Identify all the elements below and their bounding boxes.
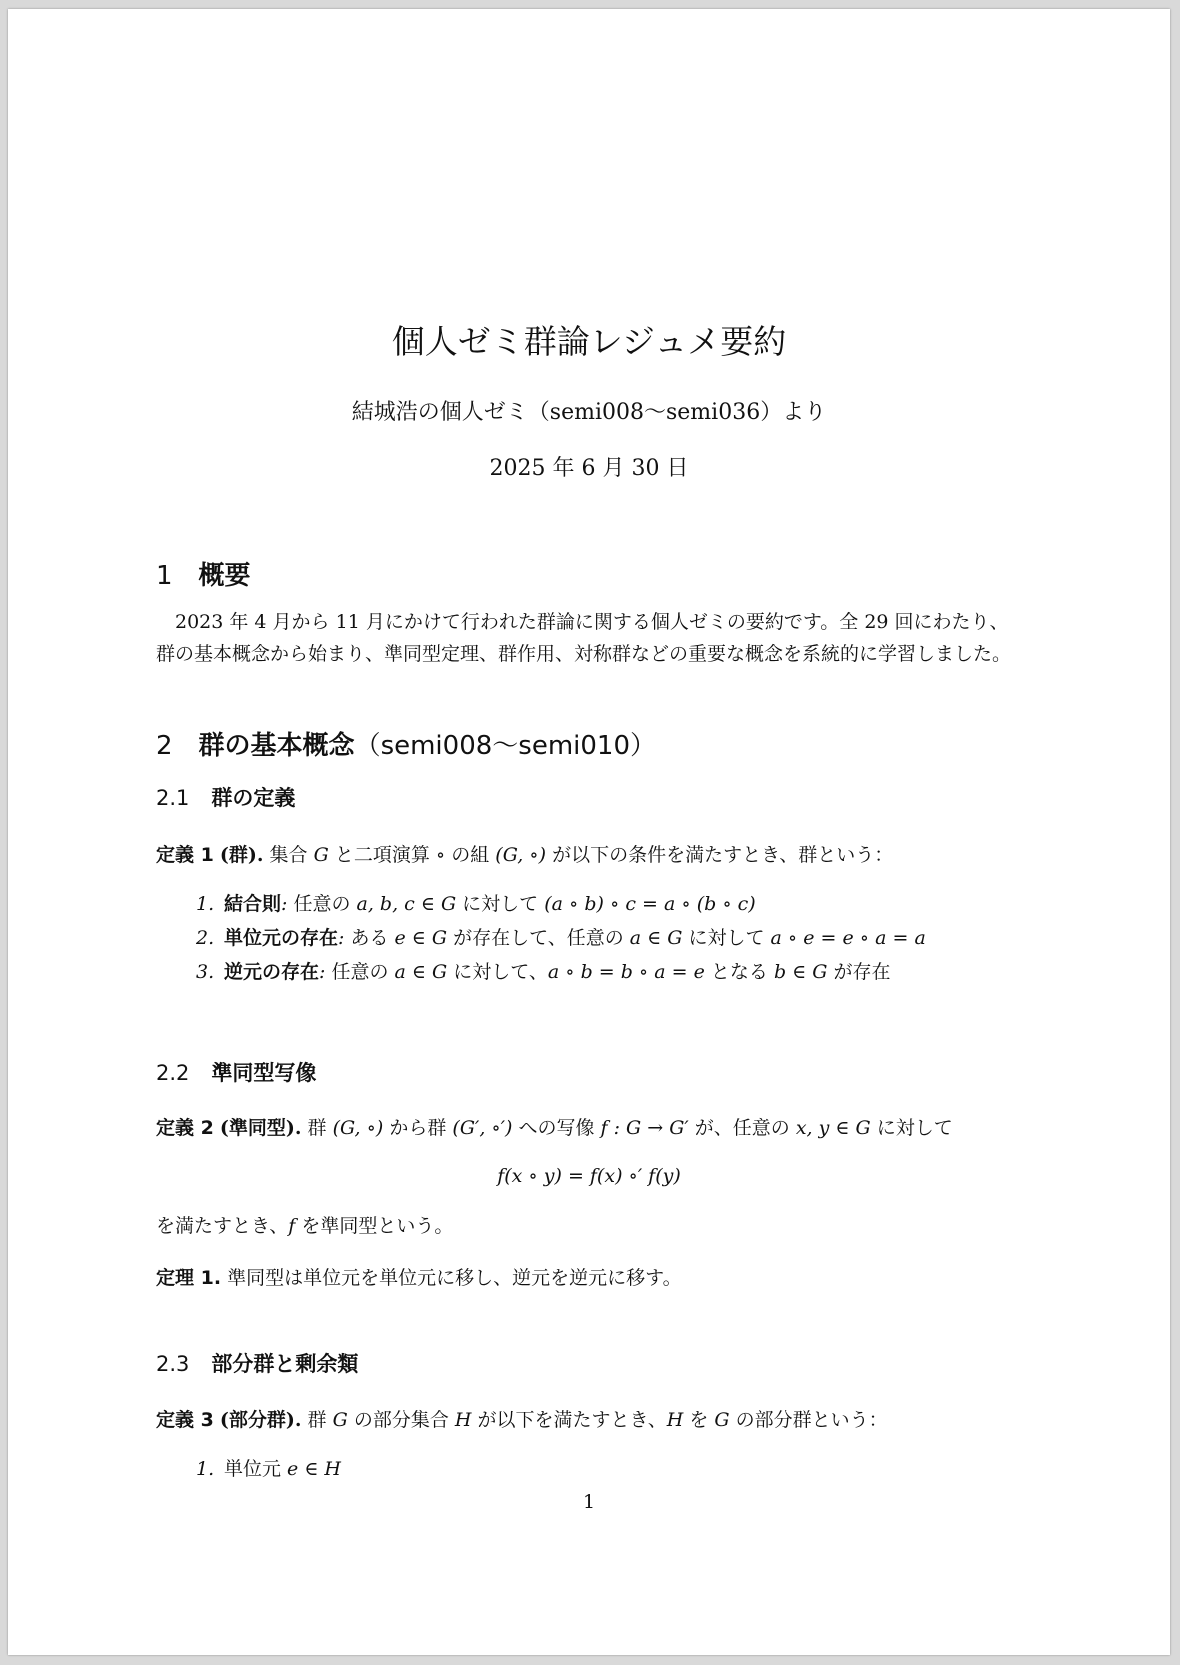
document-author: 結城浩の個人ゼミ（semi008〜semi036）より bbox=[351, 400, 827, 425]
math: a ∈ G bbox=[629, 927, 683, 949]
subsection-heading-subgroups bbox=[156, 1350, 358, 1378]
section-heading-overview bbox=[156, 559, 251, 593]
math: a, b, c ∈ G bbox=[356, 893, 457, 915]
list-item-colon: : bbox=[319, 961, 326, 983]
definition-text: 群 bbox=[301, 1409, 333, 1431]
subsection-title: 準同型写像 bbox=[211, 1061, 317, 1085]
definition-text: に対して bbox=[870, 1117, 953, 1139]
subsection-title: 部分群と剰余類 bbox=[211, 1352, 359, 1376]
math: (a ∘ b) ∘ c = a ∘ (b ∘ c) bbox=[544, 893, 756, 915]
math: x, y ∈ G bbox=[795, 1117, 871, 1139]
list-item-number: 1. bbox=[196, 1458, 215, 1480]
theorem-label: 定理 1. bbox=[156, 1267, 222, 1289]
definition-text: 群 bbox=[301, 1117, 333, 1139]
list-item-term: 結合則 bbox=[224, 893, 282, 915]
list-item bbox=[196, 925, 926, 951]
subsection-number: 2.2 bbox=[156, 1061, 190, 1085]
math: (G, ∘) bbox=[495, 844, 547, 866]
definition-label: 定義 1 bbox=[156, 844, 214, 866]
definition-text: を bbox=[683, 1409, 715, 1431]
math: (G′, ∘′) bbox=[452, 1117, 513, 1139]
math: f : G → G′ bbox=[600, 1117, 689, 1139]
definition-text: の組 bbox=[445, 844, 496, 866]
list-item-text: 単位元 bbox=[224, 1458, 288, 1480]
definition-text: が、任意の bbox=[688, 1117, 796, 1139]
definition-label: 定義 2 bbox=[156, 1117, 214, 1139]
definition-1 bbox=[156, 842, 893, 868]
definition-name: (部分群). bbox=[219, 1409, 302, 1431]
definition-text: の部分群という： bbox=[729, 1409, 888, 1431]
section-number: 1 bbox=[156, 561, 173, 591]
list-item-text: が存在 bbox=[827, 961, 891, 983]
homomorphism-equation: f(x ∘ y) = f(x) ∘′ f(y) bbox=[497, 1165, 681, 1187]
section-title-range: （semi008〜semi010） bbox=[354, 731, 657, 761]
paragraph-text: を満たすとき、 bbox=[156, 1215, 289, 1237]
definition-text: と二項演算 bbox=[328, 844, 436, 866]
list-item-number: 1. bbox=[196, 893, 215, 915]
theorem-text: 準同型は単位元を単位元に移し、逆元を逆元に移す。 bbox=[221, 1267, 682, 1289]
definition-text: の部分集合 bbox=[347, 1409, 455, 1431]
list-item-text: が存在して、任意の bbox=[447, 927, 630, 949]
subsection-number: 2.1 bbox=[156, 786, 190, 810]
subsection-title: 群の定義 bbox=[211, 786, 296, 810]
math: G bbox=[714, 1409, 730, 1431]
definition-3 bbox=[156, 1407, 888, 1433]
math: f bbox=[288, 1215, 296, 1237]
list-item-term: 逆元の存在 bbox=[224, 961, 320, 983]
list-item-colon: : bbox=[338, 927, 345, 949]
list-item-text: に対して bbox=[682, 927, 771, 949]
math: ∘ bbox=[435, 844, 446, 866]
math: a ∘ e = e ∘ a = a bbox=[770, 927, 926, 949]
list-item-text: 任意の bbox=[325, 961, 395, 983]
list-item bbox=[196, 1456, 341, 1482]
document-page bbox=[8, 9, 1170, 1655]
section-heading-basic-concepts bbox=[156, 729, 656, 763]
page-number: 1 bbox=[582, 1491, 596, 1513]
math: e ∈ G bbox=[394, 927, 448, 949]
section-title: 概要 bbox=[198, 561, 251, 591]
list-item-text: 任意の bbox=[287, 893, 357, 915]
list-item-colon: : bbox=[281, 893, 288, 915]
list-item-text: ある bbox=[344, 927, 395, 949]
definition-label: 定義 3 bbox=[156, 1409, 214, 1431]
section-number: 2 bbox=[156, 731, 173, 761]
list-item bbox=[196, 891, 756, 917]
list-item-text: に対して、 bbox=[447, 961, 548, 983]
math: a ∈ G bbox=[394, 961, 448, 983]
definition-2 bbox=[156, 1115, 953, 1141]
math: G bbox=[313, 844, 329, 866]
math: (G, ∘) bbox=[332, 1117, 384, 1139]
paragraph-text: を準同型という。 bbox=[295, 1215, 454, 1237]
definition-text: 集合 bbox=[263, 844, 314, 866]
subsection-heading-group-definition bbox=[156, 784, 295, 812]
math: H bbox=[666, 1409, 684, 1431]
math: H bbox=[454, 1409, 472, 1431]
definition-text: から群 bbox=[383, 1117, 453, 1139]
overview-paragraph-line-2: 群の基本概念から始まり、準同型定理、群作用、対称群などの重要な概念を系統的に学習しました。 bbox=[156, 643, 1012, 665]
math: a ∘ b = b ∘ a = e bbox=[547, 961, 705, 983]
list-item-number: 3. bbox=[196, 961, 215, 983]
list-item-text: に対して bbox=[456, 893, 545, 915]
document-date: 2025 年 6 月 30 日 bbox=[489, 456, 689, 481]
section-title: 群の基本概念 bbox=[198, 731, 355, 761]
subsection-heading-homomorphism bbox=[156, 1059, 316, 1087]
list-item-text: となる bbox=[704, 961, 774, 983]
definition-text: への写像 bbox=[512, 1117, 601, 1139]
homomorphism-conclusion bbox=[156, 1213, 453, 1239]
definition-text: が以下を満たすとき、 bbox=[471, 1409, 667, 1431]
list-item bbox=[196, 959, 890, 985]
math: b ∈ G bbox=[773, 961, 828, 983]
subsection-number: 2.3 bbox=[156, 1352, 190, 1376]
definition-name: (群). bbox=[219, 844, 264, 866]
list-item-term: 単位元の存在 bbox=[224, 927, 339, 949]
definition-name: (準同型). bbox=[219, 1117, 302, 1139]
theorem-1 bbox=[156, 1265, 682, 1291]
document-title: 個人ゼミ群論レジュメ要約 bbox=[391, 322, 787, 361]
overview-paragraph-line-1: 2023 年 4 月から 11 月にかけて行われた群論に関する個人ゼミの要約です。全 29 回にわたり、 bbox=[175, 611, 1009, 633]
math: e ∈ H bbox=[287, 1458, 342, 1480]
list-item-number: 2. bbox=[196, 927, 215, 949]
math: G bbox=[332, 1409, 348, 1431]
definition-text: が以下の条件を満たすとき、群という： bbox=[546, 844, 894, 866]
